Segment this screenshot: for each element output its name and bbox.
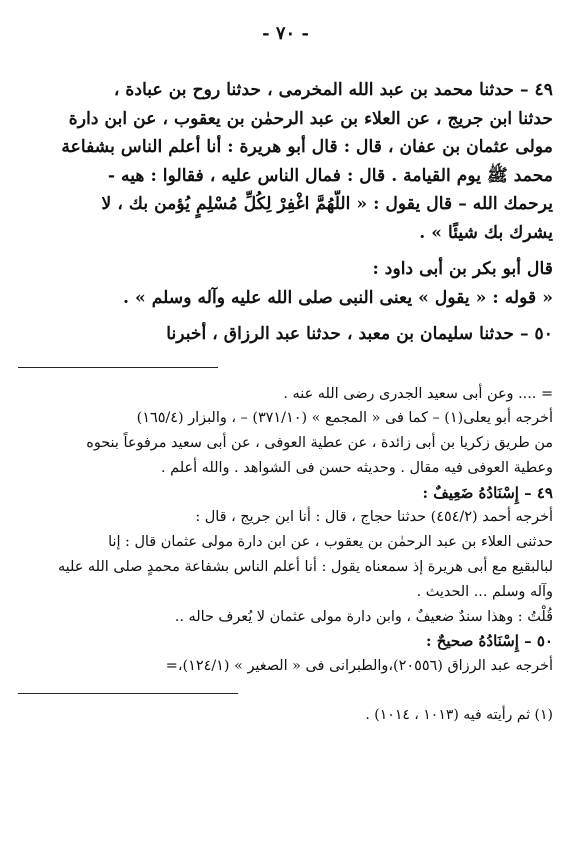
page-number: - ٧٠ - — [262, 23, 309, 44]
note-line: حدثنى العلاء بن عبد الرحمٰن بن يعقوب ، عن ابن دارة مولى عثمان قال : إنا — [108, 534, 553, 551]
abu-bakr-line: « قوله : « يقول » يعنى النبى صلى الله عليه وآله وسلم » . — [123, 287, 553, 308]
text-line: محمد ﷺ يوم القيامة . قال : فمال الناس عليه ، فقالوا : هيه - — [107, 165, 553, 186]
note-line: لبالبقيع مع أبى هريرة إذ سمعناه يقول : أنا أعلم الناس بشفاعة محمدٍ صلى الله عليه — [57, 559, 553, 576]
text-line: حدثنا ابن جريج ، عن العلاء بن عبد الرحمٰن بن يعقوب ، عن ابن دارة — [68, 108, 553, 129]
main-text-block — [18, 76, 553, 349]
text-line: يرحمك الله – قال يقول : « اللَّهُمَّ اغْفِرْ لِكُلِّ مُسْلِمٍ يُؤمن بك ، لا — [101, 194, 553, 214]
note-line: أخرجه أحمد (٤٥٤/٢) حدثنا حجاج ، قال : أنا ابن جريج ، قال : — [195, 509, 553, 526]
note-49-heading: ٤٩ – إِسْنَادُهُ ضَعِيفٌ : — [422, 483, 553, 502]
note-line: = .... وعن أبى سعيد الجدرى رضى الله عنه . — [283, 385, 553, 402]
note-line: وآله وسلم ... الحديث . — [416, 583, 553, 600]
note-line: قُلْتُ : وهذا سندٌ ضعيفٌ ، وابن دارة مولى عثمان لا يُعرف حاله .. — [174, 608, 553, 625]
note-line: من طريق زكريا بن أبى زائدة ، عن عطية العوفى ، عن أبى سعيد مرفوعاً بنحوه — [86, 435, 553, 452]
text-line: ٤٩ – حدثنا محمد بن عبد الله المخرمى ، حدثنا روح بن عبادة ، — [113, 80, 553, 100]
text-line: يشرك بك شيئًا » . — [419, 222, 553, 243]
note-line: وعطية العوفى فيه مقال . وحديثه حسن فى الشواهد . والله أعلم . — [161, 459, 553, 476]
footnote-line: (١) ثم رأيته فيه (١٠١٣ ، ١٠١٤) . — [365, 707, 553, 724]
notes-block — [18, 382, 553, 680]
note-line: أخرجه أبو يعلى(١) – كما فى « المجمع » (٣٧١/١٠) – ، والبزار (١٦٥/٤) — [136, 410, 553, 427]
note-line: أخرجه عبد الرزاق (٢٠٥٥٦)،والطبرانى فى « الصغير » (١٢٤/١)،= — [165, 658, 553, 675]
note-50-heading: ٥٠ – إِسْنَادُهُ صحيحٌ : — [425, 632, 553, 651]
hadith-50-line: ٥٠ – حدثنا سليمان بن معبد ، حدثنا عبد الرزاق ، أخبرنا — [166, 324, 553, 344]
footnote-separator — [18, 693, 238, 694]
footnote-block — [18, 704, 553, 726]
abu-bakr-line: قال أبو بكر بن أبى داود : — [372, 259, 553, 279]
notes-separator — [18, 367, 218, 368]
text-line: مولى عثمان بن عفان ، قال : قال أبو هريرة : أنا أعلم الناس بشفاعة — [61, 137, 553, 157]
